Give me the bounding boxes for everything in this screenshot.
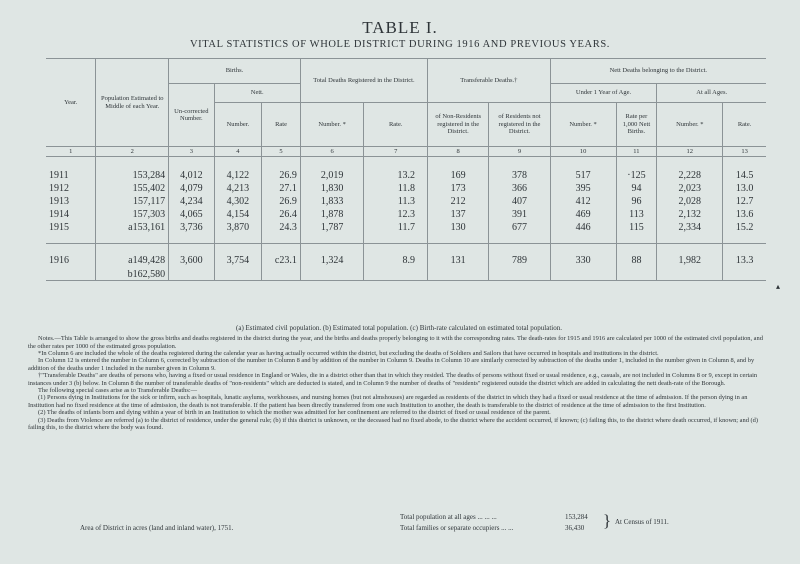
cell-death-rate: 11.7 [364,221,428,234]
cell-nett-births: 4,154 [214,208,262,221]
cell-uncorrected: 4,012 [169,169,214,182]
col-number: 10 [550,147,616,157]
note-paragraph: The following special cases arise as to Transferable Deaths:— [38,387,198,395]
note-paragraph: (2) The deaths of infants born and dying within a year of birth in an Institution to which the mother was admitted for her confinement are referred to the district of fixed or usual residence of the parent. [38,409,551,417]
cell-non-residents: 131 [428,254,489,268]
cell-under1: 330 [550,254,616,268]
header-births: Births. [169,59,301,84]
cell-under1: 469 [550,208,616,221]
col-number: 12 [657,147,723,157]
cell-all-rate: 14.5 [723,169,766,182]
cell-all-rate: 15.2 [723,221,766,234]
cell-under1: 517 [550,169,616,182]
cell-population: a149,428 [96,254,169,268]
col-number: 9 [489,147,550,157]
cell-residents: 407 [489,195,550,208]
footnote-abc: (a) Estimated civil population. (b) Estimated total population. (c) Birth-rate calculated on estimated total population. [236,324,562,332]
header-non-residents: of Non-Residents registered in the District. [428,103,489,147]
vital-statistics-table [46,58,766,281]
cell-uncorrected: 3,736 [169,221,214,234]
cell-all-rate: 13.6 [723,208,766,221]
cell-death-rate: 11.3 [364,195,428,208]
note-paragraph: †"Transferable Deaths" are deaths of persons who, having a fixed or usual residence in England or Wales, die in a district other than that in which they resided. The deaths of persons without fixed or usual residence, e.g., casuals, are not included in Columns 8 or 9, except in certain instances under 3 (b) below. In Column 8 the number of transferable deaths of "non-residents" which are deducted is stated, and in Column 9 the number of deaths of "residents" registered outside the district which are added in calculating the nett death-rate of the Borough. [28,372,758,387]
cell-residents: 677 [489,221,550,234]
cell-uncorrected: 4,234 [169,195,214,208]
cell-all-ages: 1,982 [657,254,723,268]
col-number: 7 [364,147,428,157]
col-number: 2 [96,147,169,157]
cell-nett-births: 3,754 [214,254,262,268]
cell-birth-rate: 27.1 [262,182,301,195]
header-nett: Nett. [214,84,300,103]
cell-uncorrected: 4,079 [169,182,214,195]
header-all-ages: At all Ages. [657,84,766,103]
cell-all-ages: 2,023 [657,182,723,195]
cell-all-ages: 2,334 [657,221,723,234]
cell-under1: 412 [550,195,616,208]
cell-birth-rate: 26.9 [262,169,301,182]
header-under1: Under 1 Year of Age. [550,84,657,103]
header-under1-rate: Rate per 1,000 Nett Births. [616,103,657,147]
cell-non-residents: 173 [428,182,489,195]
header-deaths-rate: Rate. [364,103,428,147]
cell-birth-rate: 26.4 [262,208,301,221]
header-year: Year. [64,98,78,106]
cell-deaths: 1,830 [300,182,364,195]
cell-residents: 378 [489,169,550,182]
area-of-district: Area of District in acres (land and inland water), 1751. [80,524,234,532]
header-nett-deaths: Nett Deaths belonging to the District. [550,59,766,84]
table-row-1916 [46,254,766,268]
cell-residents: 391 [489,208,550,221]
header-residents: of Residents not registered in the District. [489,103,550,147]
note-paragraph: *In Column 6 are included the whole of the deaths registered during the calendar year as having actually occurred within the district, but excluding the deaths of Soldiers and Sailors that have occurred in hospitals and institutions in the district. [38,349,659,357]
cell-population-total: b162,580 [96,268,169,281]
cell-year: 1913 [49,195,69,207]
cell-birth-rate: 26.9 [262,195,301,208]
cell-non-residents: 169 [428,169,489,182]
header-population: Population Estimated to Middle of each Year. [96,59,169,147]
cell-under1-rate: 96 [616,195,657,208]
table-row [46,208,766,221]
cell-all-rate: 13.0 [723,182,766,195]
header-all-rate: Rate. [723,103,766,147]
table-subtitle: VITAL STATISTICS OF WHOLE DISTRICT DURING 1916 AND PREVIOUS YEARS. [189,39,610,50]
census-note: At Census of 1911. [615,518,669,526]
cell-all-ages: 2,132 [657,208,723,221]
cell-non-residents: 212 [428,195,489,208]
cell-deaths: 1,833 [300,195,364,208]
cell-death-rate: 12.3 [364,208,428,221]
cell-under1-rate: 94 [616,182,657,195]
table-row [46,169,766,182]
cell-under1: 395 [550,182,616,195]
col-number: 3 [169,147,214,157]
cell-non-residents: 130 [428,221,489,234]
notes-section [28,324,770,432]
margin-mark: ▴ [776,282,781,291]
cell-nett-births: 4,213 [214,182,262,195]
cell-year: 1912 [49,182,69,194]
header-deaths-number: Number. * [300,103,364,147]
note-paragraph: Notes.—This Table is arranged to show the gross births and deaths registered in the district during the year, and the births and deaths properly belonging to it with the corresponding rates. The death-rates for 1915 and 1916 are calculated per 1000 of the estimated civil population, and the other rates per 1000 of the estimated gross population. [28,335,763,350]
cell-all-ages: 2,028 [657,195,723,208]
total-population-label: Total population at all ages ... ... ... [400,513,497,521]
table-row [46,221,766,234]
note-paragraph: (3) Deaths from Violence are referred (a) to the district of residence, under the general rule; (b) if this district is unknown, or the deceased had no fixed abode, to the district where the accident occurred, if known; (c) failing this, to the district where death occurred, if known; and (d) failing this, to the district where the body was found. [28,416,758,432]
cell-population: 155,402 [96,182,169,195]
brace-mark: } [603,511,612,530]
cell-death-rate: 11.8 [364,182,428,195]
cell-death-rate: 8.9 [364,254,428,268]
cell-death-rate: 13.2 [364,169,428,182]
cell-residents: 789 [489,254,550,268]
table-row [46,195,766,208]
cell-uncorrected: 4,065 [169,208,214,221]
cell-birth-rate: c23.1 [262,254,301,268]
total-families-value: 36,430 [565,524,585,532]
col-number: 1 [69,148,73,155]
cell-deaths: 1,878 [300,208,364,221]
cell-all-ages: 2,228 [657,169,723,182]
cell-under1-rate: 115 [616,221,657,234]
cell-population: 153,284 [96,169,169,182]
header-total-deaths: Total Deaths Registered in the District. [300,59,427,103]
col-number: 13 [723,147,766,157]
cell-nett-births: 3,870 [214,221,262,234]
cell-birth-rate: 24.3 [262,221,301,234]
cell-under1-rate: 88 [616,254,657,268]
cell-deaths: 2,019 [300,169,364,182]
col-number: 5 [262,147,301,157]
header-uncorrected: Un-corrected Number. [169,84,214,147]
cell-nett-births: 4,122 [214,169,262,182]
cell-year: 1911 [49,169,69,181]
table-title: TABLE I. [362,18,438,37]
cell-non-residents: 137 [428,208,489,221]
cell-under1-rate: 113 [616,208,657,221]
cell-year: 1915 [49,221,69,233]
cell-population: 157,303 [96,208,169,221]
header-under1-number: Number. * [550,103,616,147]
header-births-number: Number. [214,103,262,147]
col-number: 8 [428,147,489,157]
cell-year: 1916 [49,255,69,267]
total-population-value: 153,284 [565,513,588,521]
col-number: 6 [300,147,364,157]
cell-residents: 366 [489,182,550,195]
note-paragraph: (1) Persons dying in Institutions for the sick or infirm, such as hospitals, lunatic asylums, workhouses, and nursing homes (but not almshouses) are regarded as residents of the district in which they had a fixed or usual residence at the time of admission. If the person dying in an Institution had no fixed residence at the time of admission, the death is not transferable. If the patient has been directly transferred from one such Institution to another, the death is transferable to the district of residence at the time of admission to the first Institution. [28,394,748,409]
note-paragraph: In Column 12 is entered the number in Column 6, corrected by subtraction of the number in Column 8 and by addition of the number in Column 9. Deaths in Column 10 are similarly corrected by subtraction of the deaths under 1, included in the number given in Column 8, and by addition of the deaths under 1 included in the number given in Column 9. [28,357,755,372]
cell-all-rate: 13.3 [723,254,766,268]
cell-year: 1914 [49,208,69,220]
header-births-rate: Rate [262,103,301,147]
table-row [46,182,766,195]
header-transferable: Transferable Deaths.† [428,59,551,103]
total-families-label: Total families or separate occupiers ... ... [400,524,514,532]
cell-under1-rate: ·125 [616,169,657,182]
cell-population: a153,161 [96,221,169,234]
cell-deaths: 1,324 [300,254,364,268]
cell-all-rate: 12.7 [723,195,766,208]
col-number: 4 [214,147,262,157]
cell-nett-births: 4,302 [214,195,262,208]
cell-under1: 446 [550,221,616,234]
cell-deaths: 1,787 [300,221,364,234]
cell-uncorrected: 3,600 [169,254,214,268]
cell-population: 157,117 [96,195,169,208]
header-all-number: Number. * [657,103,723,147]
col-number: 11 [616,147,657,157]
